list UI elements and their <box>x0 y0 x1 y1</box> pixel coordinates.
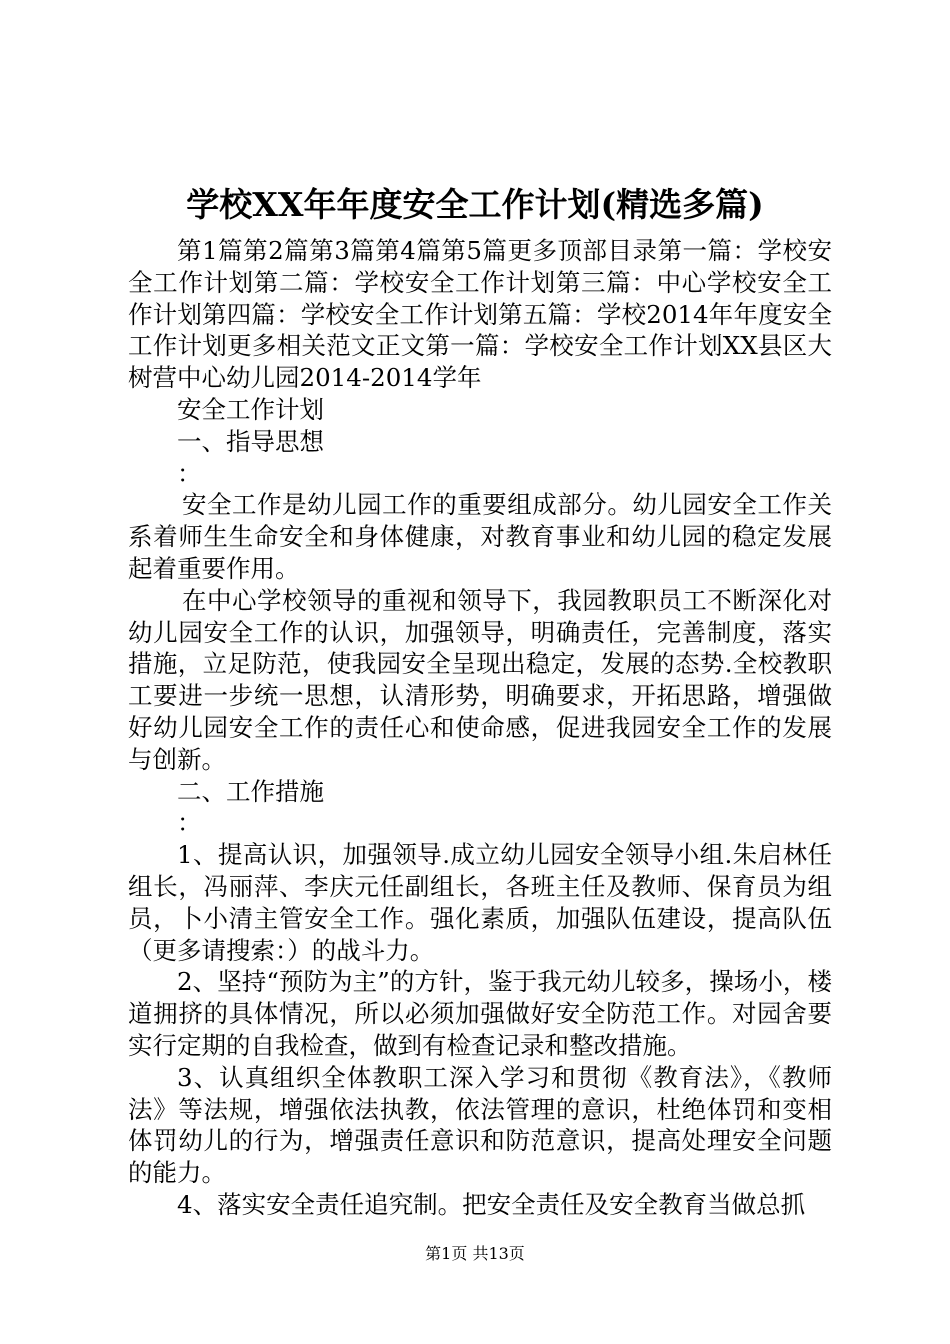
toc-paragraph: 第1篇第2篇第3篇第4篇第5篇更多顶部目录第一篇：学校安全工作计划第二篇：学校安全工作计划第三篇：中心学校安全工作计划第四篇：学校安全工作计划第五篇：学校2014年年度安全工作计划更多相关范文正文第一篇：学校安全工作计划XX县区大树营中心幼儿园2014-2014学年 <box>128 236 832 393</box>
body-paragraph: 1、提高认识，加强领导.成立幼儿园安全领导小组.朱启林任组长，冯丽萍、李庆元任副组长，各班主任及教师、保育员为组员，卜小清主管安全工作。强化素质，加强队伍建设，提高队伍（更多请搜索：）的战斗力。 <box>128 840 832 965</box>
section-heading: 一、指导思想 <box>177 426 324 456</box>
body-paragraph: 安全工作是幼儿园工作的重要组成部分。幼儿园安全工作关系着师生生命安全和身体健康，对教育事业和幼儿园的稳定发展起着重要作用。 <box>128 490 832 583</box>
document-body <box>128 235 832 1221</box>
document-title: 学校XX年年度安全工作计划(精选多篇) <box>186 185 764 224</box>
body-paragraph: 3、认真组织全体教职工深入学习和贯彻《教育法》，《教师法》等法规，增强依法执教，依法管理的意识，杜绝体罚和变相体罚幼儿的行为，增强责任意识和防范意识，提高处理安全问题的能力。 <box>128 1062 832 1188</box>
body-paragraph: 4、落实安全责任追究制。把安全责任及安全教育当做总抓 <box>177 1189 806 1219</box>
colon-line: ： <box>177 458 202 488</box>
page-footer: 第1页 共13页 <box>425 1244 525 1263</box>
body-paragraph: 在中心学校领导的重视和领导下，我园教职员工不断深化对幼儿园安全工作的认识，加强领导，明确责任，完善制度，落实措施，立足防范，使我园安全呈现出稳定，发展的态势.全校教职工要进一步统一思想，认清形势，明确要求，开拓思路，增强做好幼儿园安全工作的责任心和使命感，促进我园安全工作的发展与创新。 <box>128 585 832 774</box>
colon-line: ： <box>177 808 202 838</box>
body-paragraph: 2、坚持“预防为主”的方针，鉴于我元幼儿较多，操场小，楼道拥挤的具体情况，所以必须加强做好安全防范工作。对园舍要实行定期的自我检查，做到有检查记录和整改措施。 <box>128 967 832 1060</box>
section-heading: 安全工作计划 <box>177 394 324 424</box>
section-heading: 二、工作措施 <box>177 776 324 806</box>
